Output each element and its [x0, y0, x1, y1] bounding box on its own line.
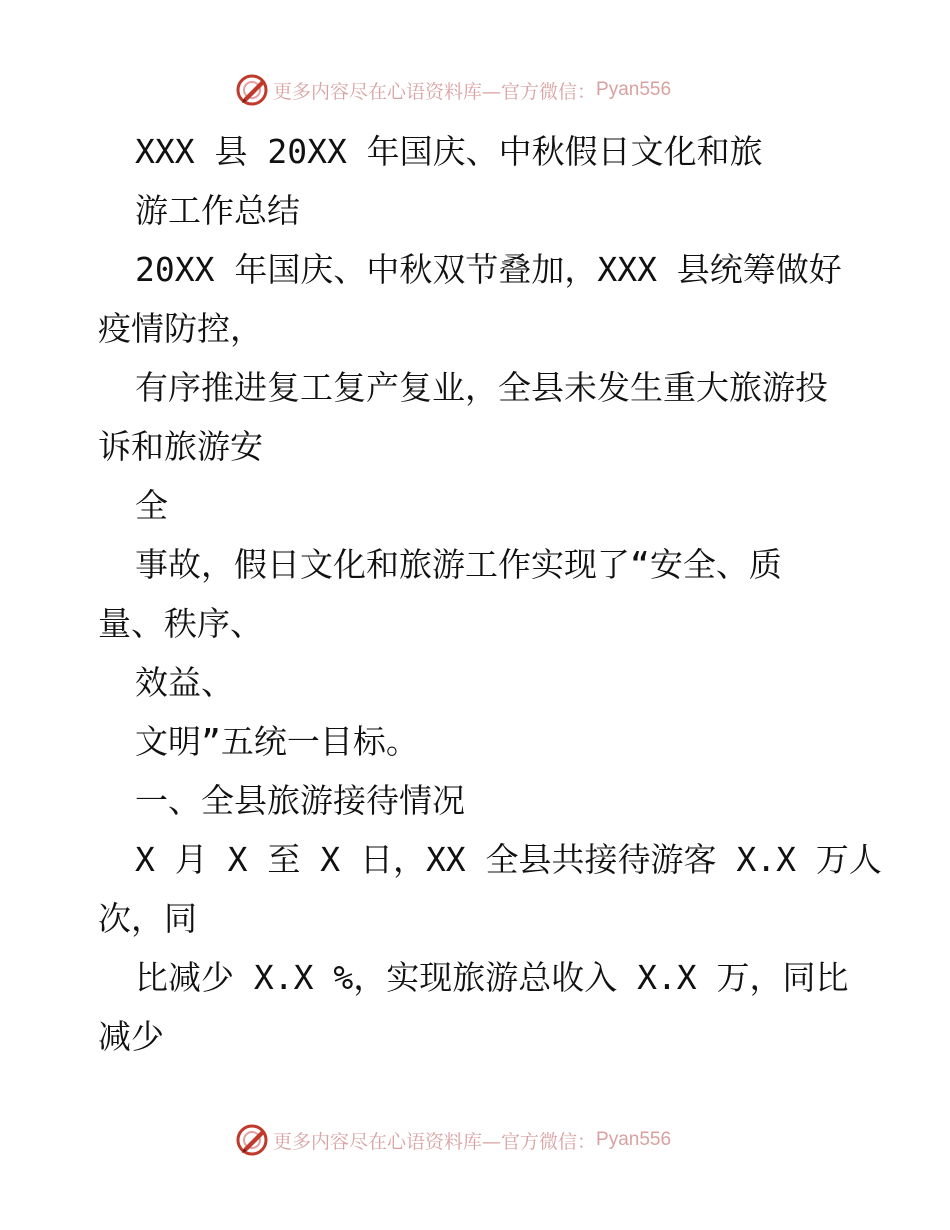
section-heading: 一、全县旅游接待情况: [135, 781, 465, 820]
title-line-2: 游工作总结: [135, 191, 300, 230]
document-body: [98, 122, 882, 1066]
banner-contact: Pyan556: [596, 79, 672, 100]
paragraph-line: 次，同: [98, 899, 197, 938]
banner-text: 更多内容尽在心语资料库—官方微信：: [273, 80, 597, 103]
banner-text: 更多内容尽在心语资料库—官方微信：: [273, 1130, 597, 1153]
paragraph-line: 文明”五统一目标。: [135, 722, 419, 761]
pen-logo-icon: [235, 1123, 269, 1157]
banner-contact: Pyan556: [596, 1129, 672, 1150]
paragraph-line: 20XX 年国庆、中秋双节叠加，XXX 县统筹做好: [135, 250, 842, 289]
paragraph-line: 诉和旅游安: [98, 427, 263, 466]
pen-logo-icon: [235, 73, 269, 107]
paragraph-line: 有序推进复工复产复业，全县未发生重大旅游投: [135, 368, 828, 407]
paragraph-line: 量、秩序、: [98, 604, 263, 643]
paragraph-line: 事故，假日文化和旅游工作实现了“安全、质: [135, 545, 782, 584]
paragraph-line: 疫情防控，: [98, 309, 263, 348]
paragraph-line: 效益、: [135, 663, 234, 702]
paragraph-line: 比减少 X.X %，实现旅游总收入 X.X 万，同比: [135, 958, 849, 997]
paragraph-line: 全: [135, 486, 168, 525]
footer-banner: [235, 1120, 715, 1160]
title-line-1: XXX 县 20XX 年国庆、中秋假日文化和旅: [135, 132, 763, 171]
header-banner: [235, 70, 715, 110]
paragraph-line: X 月 X 至 X 日，XX 全县共接待游客 X.X 万人: [135, 840, 882, 879]
paragraph-line: 减少: [98, 1017, 164, 1056]
